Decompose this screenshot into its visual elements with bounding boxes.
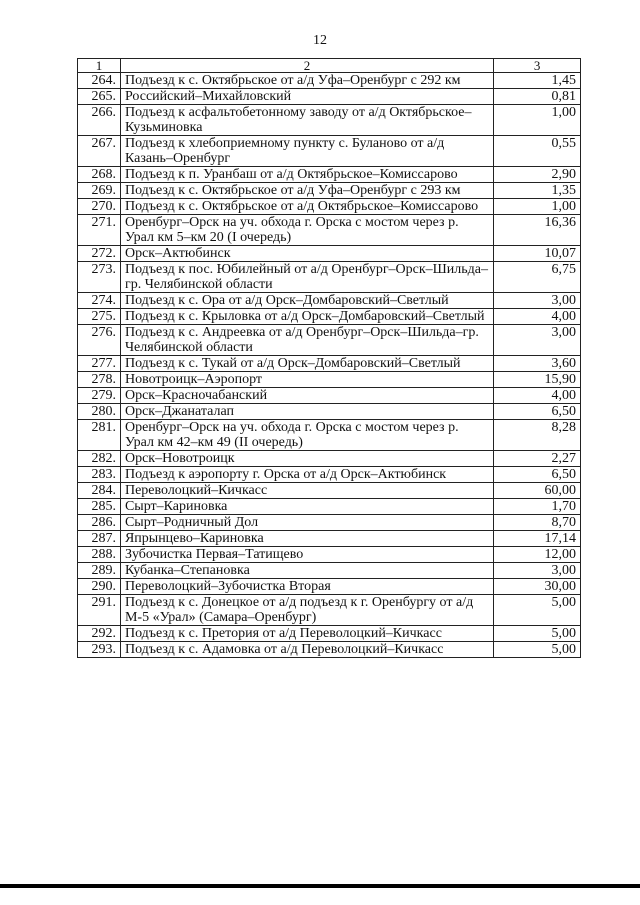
row-number: 284. [78,483,121,499]
table-row [78,626,581,642]
table-row [78,531,581,547]
row-number: 292. [78,626,121,642]
row-number: 291. [78,595,121,626]
table-row [78,167,581,183]
road-length: 0,55 [494,136,581,167]
row-number: 266. [78,105,121,136]
road-name: Сырт–Родничный Дол [120,515,493,531]
row-number: 276. [78,325,121,356]
row-number: 268. [78,167,121,183]
row-number: 282. [78,451,121,467]
road-name: Подъезд к аэропорту г. Орска от а/д Орск–Актюбинск [120,467,493,483]
row-number: 283. [78,467,121,483]
row-number: 287. [78,531,121,547]
road-length: 6,75 [494,262,581,293]
road-name: Переволоцкий–Зубочистка Вторая [120,579,493,595]
table-row [78,467,581,483]
road-name: Подъезд к п. Уранбаш от а/д Октябрьское–Комиссарово [120,167,493,183]
header-col-2: 2 [120,59,493,73]
table-row [78,579,581,595]
road-length: 12,00 [494,547,581,563]
road-length: 30,00 [494,579,581,595]
road-length: 0,81 [494,89,581,105]
row-number: 289. [78,563,121,579]
bottom-rule [0,884,640,888]
row-number: 281. [78,420,121,451]
table-row [78,372,581,388]
road-length: 2,27 [494,451,581,467]
table-row [78,595,581,626]
road-name: Оренбург–Орск на уч. обхода г. Орска с мостом через р. Урал км 5–км 20 (I очередь) [120,215,493,246]
road-name: Орск–Красночабанский [120,388,493,404]
row-number: 273. [78,262,121,293]
road-name: Орск–Джанаталап [120,404,493,420]
table-row [78,262,581,293]
row-number: 270. [78,199,121,215]
row-number: 264. [78,73,121,89]
row-number: 285. [78,499,121,515]
row-number: 293. [78,642,121,658]
road-length: 5,00 [494,595,581,626]
road-name: Подъезд к пос. Юбилейный от а/д Оренбург–Орск–Шильда–гр. Челябинской области [120,262,493,293]
table-row [78,420,581,451]
row-number: 274. [78,293,121,309]
table-row [78,293,581,309]
road-length: 1,70 [494,499,581,515]
header-col-1: 1 [78,59,121,73]
road-length: 2,90 [494,167,581,183]
road-name: Зубочистка Первая–Татищево [120,547,493,563]
table-row [78,388,581,404]
road-name: Подъезд к с. Тукай от а/д Орск–Домбаровский–Светлый [120,356,493,372]
road-length: 5,00 [494,642,581,658]
road-name: Подъезд к с. Октябрьское от а/д Уфа–Оренбург с 293 км [120,183,493,199]
row-number: 271. [78,215,121,246]
road-name: Кубанка–Степановка [120,563,493,579]
road-name: Япрынцево–Кариновка [120,531,493,547]
road-length: 6,50 [494,404,581,420]
road-name: Подъезд к с. Претория от а/д Переволоцкий–Кичкасс [120,626,493,642]
table-row [78,404,581,420]
table-row [78,105,581,136]
table-row [78,499,581,515]
road-length: 4,00 [494,309,581,325]
road-name: Сырт–Кариновка [120,499,493,515]
table-row [78,309,581,325]
table-row [78,215,581,246]
table-row [78,642,581,658]
road-name: Подъезд к с. Андреевка от а/д Оренбург–Орск–Шильда–гр. Челябинской области [120,325,493,356]
road-name: Подъезд к асфальтобетонному заводу от а/д Октябрьское–Кузьминовка [120,105,493,136]
table-row [78,183,581,199]
road-length: 8,28 [494,420,581,451]
road-length: 6,50 [494,467,581,483]
row-number: 278. [78,372,121,388]
row-number: 288. [78,547,121,563]
table-row [78,199,581,215]
row-number: 290. [78,579,121,595]
road-length: 60,00 [494,483,581,499]
page-number: 12 [313,33,327,48]
row-number: 279. [78,388,121,404]
table-body [78,73,581,658]
row-number: 277. [78,356,121,372]
table-row [78,136,581,167]
road-length: 10,07 [494,246,581,262]
road-length: 17,14 [494,531,581,547]
row-number: 280. [78,404,121,420]
road-name: Подъезд к с. Донецкое от а/д подъезд к г. Оренбургу от а/д М-5 «Урал» (Самара–Оренбург) [120,595,493,626]
road-name: Переволоцкий–Кичкасс [120,483,493,499]
table-row [78,483,581,499]
road-name: Подъезд к с. Октябрьское от а/д Уфа–Оренбург с 292 км [120,73,493,89]
table-row [78,515,581,531]
table-row [78,89,581,105]
road-length: 3,00 [494,563,581,579]
road-name: Орск–Новотроицк [120,451,493,467]
road-name: Подъезд к хлебоприемному пункту с. Буланово от а/д Казань–Оренбург [120,136,493,167]
roads-table [77,58,581,658]
row-number: 267. [78,136,121,167]
row-number: 265. [78,89,121,105]
road-name: Подъезд к с. Адамовка от а/д Переволоцкий–Кичкасс [120,642,493,658]
table-row [78,451,581,467]
road-length: 8,70 [494,515,581,531]
road-name: Подъезд к с. Крыловка от а/д Орск–Домбаровский–Светлый [120,309,493,325]
row-number: 286. [78,515,121,531]
road-length: 1,00 [494,199,581,215]
table-row [78,325,581,356]
table-row [78,563,581,579]
road-length: 1,00 [494,105,581,136]
road-name: Орск–Актюбинск [120,246,493,262]
row-number: 272. [78,246,121,262]
header-col-3: 3 [494,59,581,73]
road-name: Подъезд к с. Ора от а/д Орск–Домбаровский–Светлый [120,293,493,309]
row-number: 269. [78,183,121,199]
road-length: 4,00 [494,388,581,404]
row-number: 275. [78,309,121,325]
road-length: 5,00 [494,626,581,642]
road-length: 15,90 [494,372,581,388]
table-row [78,246,581,262]
road-name: Новотроицк–Аэропорт [120,372,493,388]
road-name: Подъезд к с. Октябрьское от а/д Октябрьское–Комиссарово [120,199,493,215]
table-row [78,356,581,372]
road-name: Оренбург–Орск на уч. обхода г. Орска с мостом через р. Урал км 42–км 49 (II очередь) [120,420,493,451]
road-length: 16,36 [494,215,581,246]
road-name: Российский–Михайловский [120,89,493,105]
road-length: 3,00 [494,325,581,356]
table-header-row [78,59,581,73]
road-length: 3,00 [494,293,581,309]
road-length: 1,45 [494,73,581,89]
road-length: 1,35 [494,183,581,199]
road-length: 3,60 [494,356,581,372]
table-row [78,73,581,89]
table-row [78,547,581,563]
